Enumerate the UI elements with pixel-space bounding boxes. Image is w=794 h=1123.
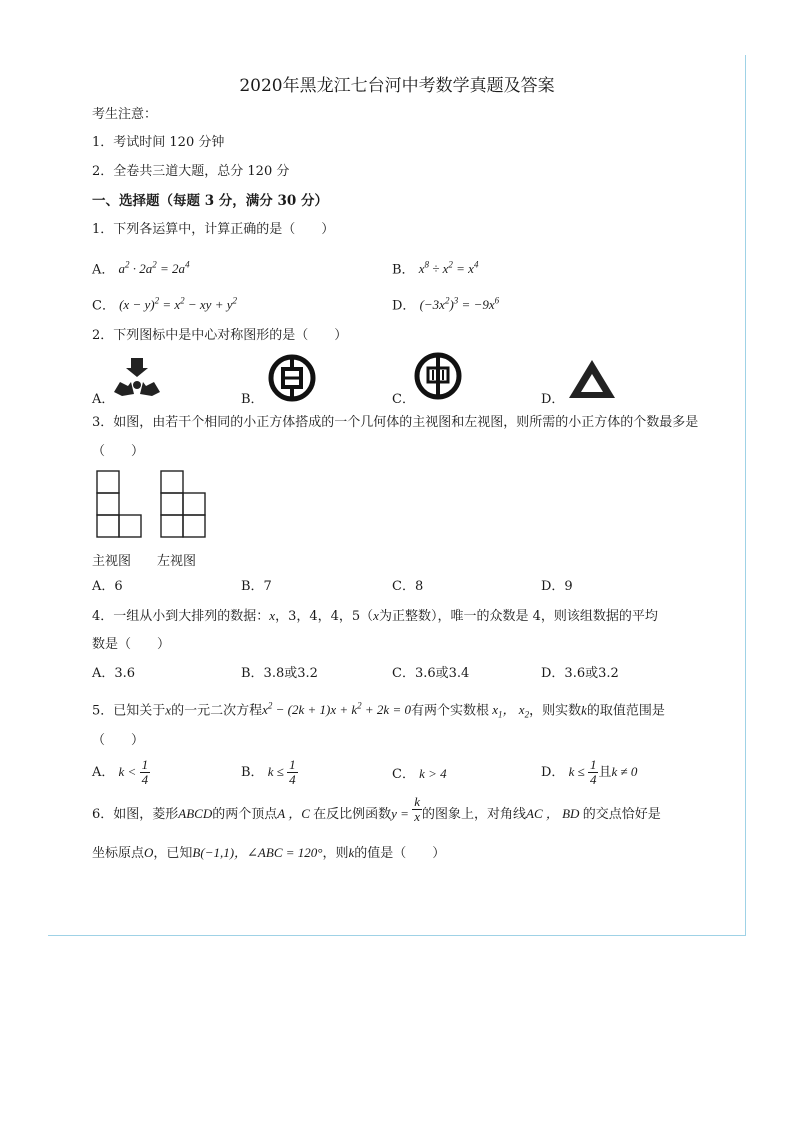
q3-stem: 3．如图，由若干个相同的小正方体搭成的一个几何体的主视图和左视图，则所需的小正方体的个数最多是 [92,415,699,430]
q5-stem [92,698,665,723]
q1-d-label: D． [392,298,416,314]
q4-option-b: B．3.8或3.2 [241,666,318,681]
q2-a-label: A． [92,392,115,407]
q1-b-label: B． [392,262,415,278]
q4-stem-part: 为正整数），唯一的众数是 4，则该组数据的平均 [378,609,658,624]
triangle-logo-icon [567,358,617,400]
q6-stem [92,794,661,824]
q5-d-fraction: $\frac{1}{4}$ [589,757,597,787]
q5-b-fraction: $\frac{1}{4}$ [289,757,296,787]
q4-stem-part: 4．一组从小到大排列的数据： [92,609,270,624]
china-bank-logo-icon [414,352,462,400]
left-view-label: 左视图 [157,554,197,569]
q1-d-formula: $(-3x^2)^3 = -9x^6$ [419,296,500,313]
q5-option-c [392,766,447,783]
q1-b-formula: $x^8 \div x^2 = x^4$ [418,260,479,277]
q2-d-label: D． [541,392,565,407]
q4-line2: 数是（ ） [92,637,171,652]
q6-var-k: k [348,845,355,860]
q5-stem-part: 5．已知关于 [92,703,166,719]
q1-option-a [92,257,190,278]
q6-diagonals: AC ， BD [526,806,583,821]
q5-d-tail: 且 [598,765,612,780]
q4-stem [92,608,658,625]
q1-a-label: A． [92,262,115,278]
q6-stem-part: 在反比例函数 [313,807,392,822]
q6-point-b: B(−1,1)，∠ABC = 120° [192,845,323,860]
q5-a-formula: k < [118,764,140,779]
triple-arrow-logo-icon [112,358,162,400]
q3-paren: （ ） [92,444,145,459]
q6-fraction: $\frac{k}{x}$ [414,794,420,824]
q1-option-c [92,293,237,314]
q5-c-label: C． [392,767,415,782]
q6-line2-part: 的值是（ ） [354,846,446,861]
q2-c-label: C． [392,392,415,407]
q5-stem-part: 的取值范围是 [586,703,665,719]
q4-option-c: C．3.6或3.4 [392,666,470,681]
coin-bank-logo-icon [268,354,316,402]
q5-paren: （ ） [92,733,145,748]
q5-c-formula: k > 4 [419,766,447,781]
q5-a-label: A． [92,765,115,780]
q4-option-d: D．3.6或3.2 [541,666,619,681]
q1-stem: 1．下列各运算中，计算正确的是（ ） [92,222,335,237]
q5-option-d [541,758,637,787]
q6-line2-part: 坐标原点 [92,846,145,861]
q6-origin: O [144,845,154,860]
q3-option-c: C．8 [392,579,424,594]
q5-d-label: D． [541,765,565,780]
q5-equation: $x^2 - (2k + 1)x + k^2 + 2k = 0$ [262,701,411,718]
q6-line2 [92,845,445,862]
q5-option-b [241,758,298,787]
q4-var: x [269,608,276,623]
q5-d-formula-2: k ≠ 0 [611,764,638,779]
page-border-bottom [48,935,746,936]
q6-stem-part: 的交点恰好是 [582,807,661,822]
q4-option-a: A．3.6 [92,666,136,681]
q1-c-label: C． [92,298,115,314]
q1-c-formula: $(x - y)^2 = x^2$ − xy + $y^2$ [119,296,237,313]
q5-var-x: x [165,702,172,718]
left-view-figure [160,470,208,538]
q6-stem-part: 的图象上，对角线 [421,807,526,822]
q2-stem: 2．下列图标中是中心对称图形的是（ ） [92,328,348,343]
q1-option-b [392,257,478,278]
page-title: 2020年黑龙江七台河中考数学真题及答案 [239,76,555,96]
q5-var-k: k [581,702,587,718]
q6-line2-part: ，已知 [153,846,193,861]
q4-stem-part: ，3，4，4，5（ [275,609,374,624]
notice-heading: 考生注意： [92,107,158,122]
q5-stem-part: 的一元二次方程 [171,703,263,719]
q1-option-d [392,293,499,314]
q6-points: A ，C [277,806,314,821]
q4-var: x [373,608,379,623]
q5-stem-part: ，则实数 [529,703,582,719]
notice-item-1: 1．考试时间 120 分钟 [92,135,225,150]
q5-d-formula: k ≤ [568,764,588,779]
q5-b-formula: k ≤ [267,764,288,779]
front-view-label: 主视图 [92,554,132,569]
q5-option-a [92,758,150,787]
q5-stem-part: 有两个实数根 [410,703,489,719]
notice-item-2: 2．全卷共三道大题，总分 120 分 [92,164,290,179]
q3-option-d: D．9 [541,579,573,594]
q5-a-fraction: $\frac{1}{4}$ [141,757,149,787]
section-heading: 一、选择题（每题 3 分，满分 30 分） [92,193,328,209]
front-view-figure [96,470,144,538]
page-border-right [745,55,746,935]
q6-line2-part: ，则 [322,846,349,861]
q3-option-b: B．7 [241,579,272,594]
q2-b-label: B． [241,392,264,407]
q1-a-formula: $a^2 \cdot 2a^2 = 2a^4$ [118,260,190,277]
q5-roots: $x_1$， $x_2$ [489,702,530,720]
q3-option-a: A．6 [92,579,123,594]
q6-abcd: ABCD [178,806,213,821]
q5-b-label: B． [241,765,264,780]
q6-function: y = [391,806,413,821]
q6-stem-part: 的两个顶点 [212,807,278,822]
q6-stem-part: 6．如图，菱形 [92,807,179,822]
